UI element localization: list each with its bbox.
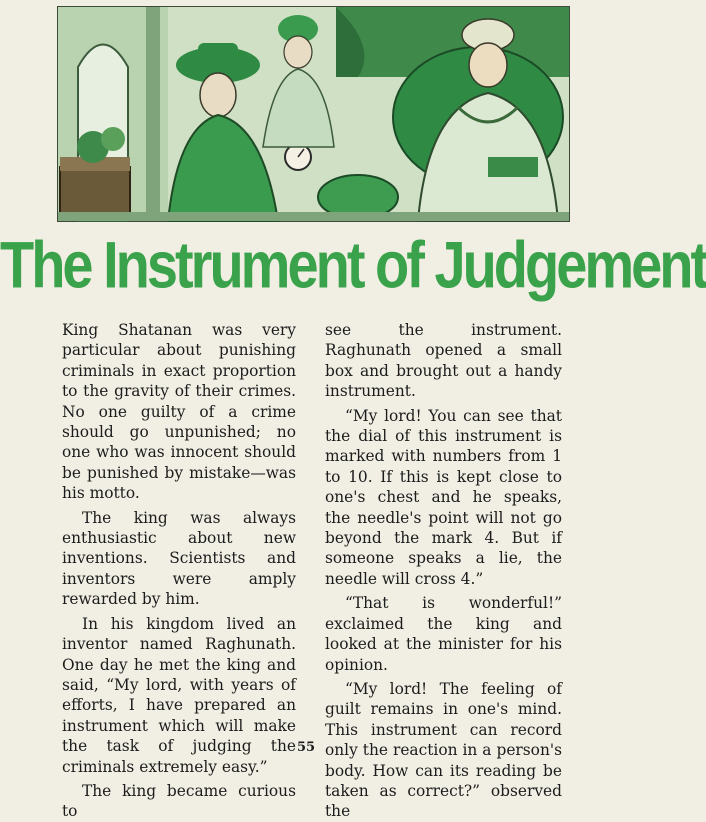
story-illustration — [57, 6, 570, 222]
paragraph: “That is wonderful!” exclaimed the king and looked at the minister for his opinion. — [325, 594, 562, 674]
page-number: 55 — [296, 740, 316, 755]
paragraph: “My lord! The feeling of guilt remains in one's mind. This instrument can record only the reaction in a person's body. How can its reading be taken as correct?” observed the — [325, 679, 562, 821]
paragraph: King Shatanan was very particular about punishing criminals in exact proportion to the gravity of their crimes. No one guilty of a crime should go unpunished; no one who was innocent should be punished by mistake—was his motto. — [62, 321, 296, 503]
paragraph: The king was always enthusiastic about new inventions. Scientists and inventors were amply rewarded by him. — [62, 508, 296, 609]
paragraph: “My lord! You can see that the dial of this instrument is marked with numbers from 1 to 10. If this is kept close to one's chest and he speaks, the needle's point will not go beyond the mark 4. But if someone speaks a lie, the needle will cross 4.” — [325, 406, 562, 588]
paragraph: The king became curious to — [62, 781, 296, 821]
paragraph: see the instrument. Raghunath opened a small box and brought out a handy instrument. — [325, 321, 562, 401]
court-scene-image — [58, 7, 569, 221]
story-title: The Instrument of Judgement — [0, 227, 706, 302]
paragraph: In his kingdom lived an inventor named Raghunath. One day he met the king and said, “My lord, with years of efforts, I have prepared an instrument which will make the task of judging the criminals extremely easy.” — [62, 614, 296, 776]
